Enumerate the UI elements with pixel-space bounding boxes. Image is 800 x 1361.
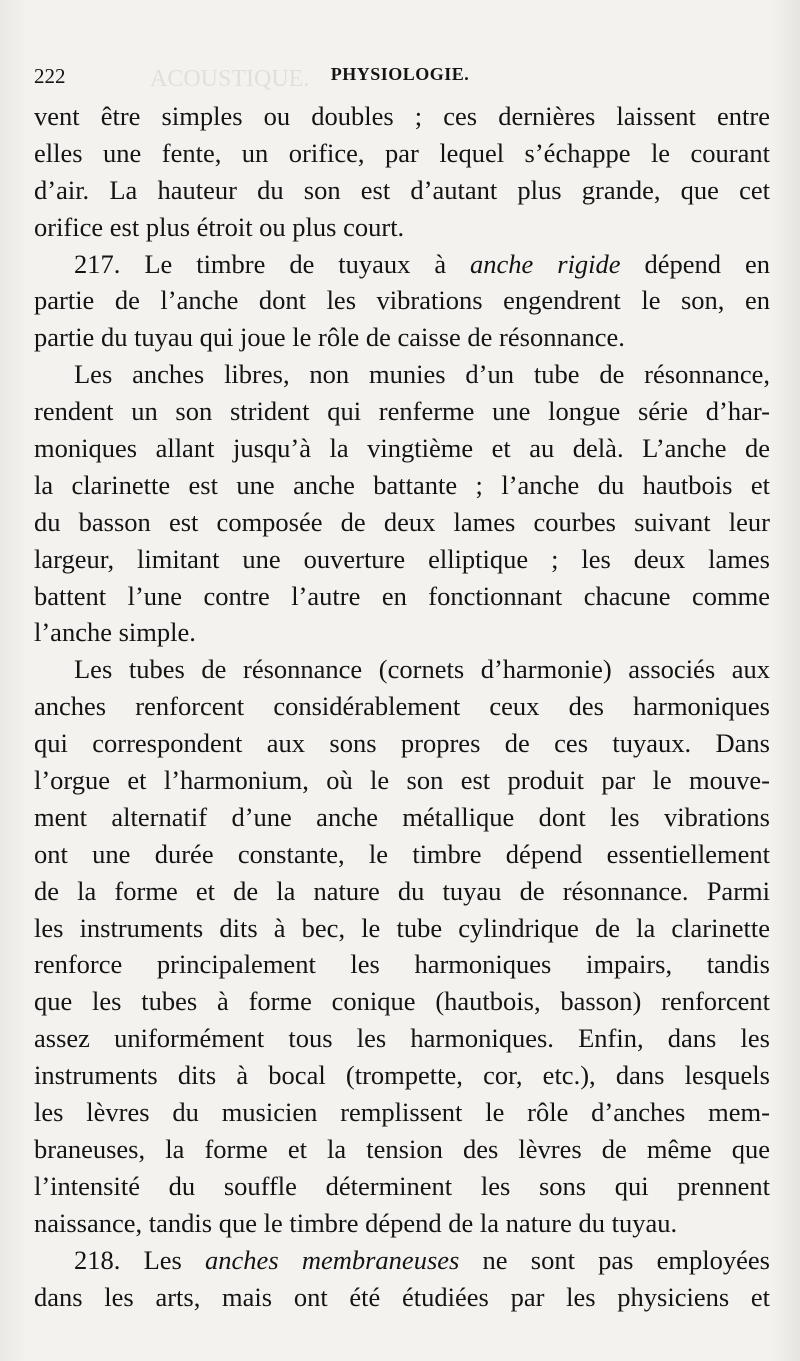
text-line: du basson est composée de deux lames courbes suivant leur <box>34 506 770 537</box>
text-line: les lèvres du musicien remplissent le rôle d’anches mem- <box>34 1097 770 1128</box>
text-line: la clarinette est une anche battante ; l’anche du hautbois et <box>34 469 770 500</box>
text-line: instruments dits à bocal (trompette, cor, etc.), dans lesquels <box>34 1060 770 1091</box>
text-line: moniques allant jusqu’à la vingtième et au delà. L’anche de <box>34 433 770 464</box>
text-line: elles une fente, un orifice, par lequel s’échappe le courant <box>34 137 770 168</box>
text-line: ont une durée constante, le timbre dépend essentiellement <box>34 838 770 869</box>
body-text <box>34 98 770 1315</box>
text-segment: ne sont pas employées <box>459 1244 770 1275</box>
text-line: dans les arts, mais ont été étudiées par les physiciens et <box>34 1281 770 1312</box>
text-segment: 217. Le timbre de tuyaux à <box>74 248 471 279</box>
text-line: naissance, tandis que le timbre dépend de la nature du tuyau. <box>34 1207 678 1238</box>
text-line: l’orgue et l’harmonium, où le son est produit par le mouve- <box>34 765 770 796</box>
text-line: largeur, limitant une ouverture elliptique ; les deux lames <box>34 543 770 574</box>
text-line: Les tubes de résonnance (cornets d’harmonie) associés aux <box>74 654 770 685</box>
text-line: anches renforcent considérablement ceux des harmoniques <box>34 691 770 722</box>
text-line: que les tubes à forme conique (hautbois, basson) renforcent <box>34 986 770 1017</box>
italic-term: anches membraneuses <box>205 1244 460 1275</box>
page-header <box>34 64 766 92</box>
text-line: vent être simples ou doubles ; ces dernières laissent entre <box>34 101 770 131</box>
text-line: Les anches libres, non munies d’un tube de résonnance, <box>74 359 770 390</box>
page-number: 222 <box>34 64 66 88</box>
text-line: de la forme et de la nature du tuyau de résonnance. Parmi <box>34 875 770 906</box>
text-line: battent l’une contre l’autre en fonctionnant chacune comme <box>34 580 770 611</box>
italic-term: anche rigide <box>470 248 621 279</box>
text-segment: 218. Les <box>74 1244 206 1275</box>
text-line: les instruments dits à bec, le tube cylindrique de la clarinette <box>34 912 770 943</box>
text-line: l’anche simple. <box>34 617 196 648</box>
text-line: qui correspondent aux sons propres de ces tuyaux. Dans <box>34 728 770 759</box>
text-segment: dépend en <box>620 248 770 279</box>
text-line: ment alternatif d’une anche métallique dont les vibrations <box>34 801 770 832</box>
text-line: braneuses, la forme et la tension des lèvres de même que <box>34 1133 770 1164</box>
text-line <box>34 246 770 283</box>
text-line: assez uniformément tous les harmoniques. Enfin, dans les <box>34 1023 770 1054</box>
text-line: partie de l’anche dont les vibrations engendrent le son, en <box>34 285 770 316</box>
text-line: rendent un son strident qui renferme une longue série d’har- <box>34 396 770 427</box>
text-line: renforce principalement les harmoniques impairs, tandis <box>34 949 770 980</box>
text-line: l’intensité du souffle déterminent les sons qui prennent <box>34 1170 770 1201</box>
bleed-through-text: ACOUSTIQUE. <box>150 66 310 92</box>
text-line: partie du tuyau qui joue le rôle de caisse de résonnance. <box>34 322 625 353</box>
text-line: orifice est plus étroit ou plus court. <box>34 211 405 242</box>
running-title: PHYSIOLOGIE. <box>330 64 470 84</box>
text-line: d’air. La hauteur du son est d’autant plus grande, que cet <box>34 174 770 205</box>
text-line <box>34 1242 770 1279</box>
